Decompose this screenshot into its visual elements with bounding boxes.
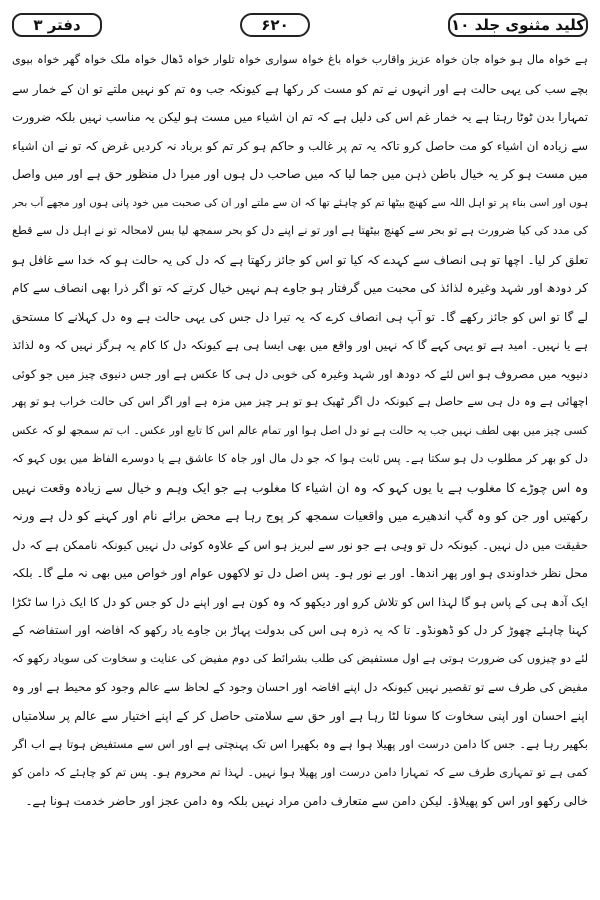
- page-body: [12, 46, 588, 816]
- text-line: ہے خواہ مال ہو خواہ جان خواہ عزیز واقارب خواہ باغ خواہ سواری خواہ تلوار خواہ ڈھال خواہ ملک خواہ گھر خواہ بیوی: [12, 53, 588, 66]
- text-line: خالی رکھو اور اس کو پھیلاؤ۔ لیکن دامن سے متعارف دامن مراد نہیں بلکہ وہ دامن عجز اور حاضر خدمت ہونا ہے۔: [25, 794, 588, 808]
- text-line: دنیویہ میں مصروف ہو اس لئے کہ دودھ اور شہد وغیرہ کی خوبی دل ہی کا عکس ہے اور جس دنیوی چیز میں جو کوئی: [12, 366, 588, 381]
- page-number: ۶۲۰: [240, 13, 310, 37]
- text-line: کی مدد کی کیا ضرورت ہے تو بحر سے کھنچ بیٹھتا ہے اور تو نے اپنے دل کو بحر سمجھ لیا بس لامحالہ تو نے اہل دل سے قطع: [12, 224, 588, 237]
- text-line: بچے سب کی یہی حالت ہے اور انہوں نے تم کو مست کر رکھا ہے کیونکہ جب وہ تم کو نہیں ملتے تو ان کے خمار سے: [12, 81, 588, 96]
- text-line: میں مست ہو کر یہ خیال باطن ذہن میں جما لیا کہ میں صاحب دل ہوں اور میرا دل منظور حق ہے اور میں واصل: [12, 167, 588, 181]
- text-line: حقیقت میں دل نہیں۔ کیونکہ دل تو وہی ہے جو نور سے لبریز ہو اس کے علاوہ کوئی دل نہیں کیونکہ ناممکن ہے کہ دل: [12, 537, 588, 552]
- text-line: کہنا چاہئے چھوڑ کر دل کو ڈھونڈو۔ تا کہ یہ ذرہ ہی اس کی بدولت پہاڑ بن جاوے یاد رکھو کہ افاضہ اور استفاضہ کے: [12, 623, 588, 637]
- text-line: مفیض کی طرف سے تو تقصیر نہیں کیونکہ دل اپنے افاضہ اور احسان وجود کے لحاظ سے عالم وجود کو محیط ہے اور وہ: [12, 680, 588, 694]
- text-line: کر دودھ اور شہد وغیرہ لذائذ کی محبت میں گرفتار ہو جاوے ہم نہیں خیال کرتے کہ تو اگر ذرا بھی انصاف سے کام: [12, 281, 588, 295]
- text-line: کمی ہے تو تمہاری طرف سے کہ تمہارا دامن درست اور پھیلا ہوا نہیں۔ لہذا تم محروم ہو۔ پس تم کو چاہئے کہ دامن کو: [12, 765, 588, 779]
- text-line: سے زیادہ ان اشیاء کو مت حاصل کرو تاکہ یہ تم پر غالب و حاکم ہو کر تم کو برباد نہ کردیں غرض کہ تو نے ان اشیاء: [12, 138, 588, 153]
- page-header: [12, 10, 588, 40]
- text-line: بکھیر رہا ہے۔ جس کا دامن درست اور پھیلا ہوا ہے وہ بکھیرا اس تک پہنچتی ہے اور اس سے مستفیض ہوتا ہے اب اگر: [12, 737, 588, 751]
- text-line: اچھائی ہے وہ دل ہی سے حاصل ہے کیونکہ دل اگر ٹھیک ہو تو ہر چیز میں مزہ ہے اور اگر اس کی حالت خراب ہو تو پھر: [12, 395, 588, 408]
- text-line: لئے دو چیزوں کی ضرورت ہوتی ہے اول مستفیض کی طلب بشرائط کی دوم مفیض کی عنایت و سخاوت کی سویاد رکھو کہ: [12, 651, 588, 665]
- volume-title: کلید مثنوی جلد ۱۰: [448, 13, 588, 37]
- text-line: ہوں اور اسی بناء پر تو اہل اللہ سے کھنچ بیٹھا تم کو چاہئے تھا کہ ان سے ملتے اور ان کی صحبت میں خود پانی ہوں اور مجھے آب بحر: [12, 196, 588, 209]
- text-line: تعلق کر لیا۔ اچھا تو ہی انصاف سے کہدے کہ کیا تو اس کو جائز رکھتا ہے کہ دل کی یہ حالت ہو کہ خدا سے غافل ہو: [12, 252, 588, 267]
- text-line: ہے یا نہیں۔ امید ہے تو یہی کہے گا کہ نہیں اور واقع میں بھی ایسا ہی ہے کیونکہ دل کا کام یہ ہرگز نہیں کہ وہ لذائذ: [12, 338, 588, 352]
- text-line: لے گا تو اس کو جائز رکھے گا۔ تو آپ ہی انصاف کرے کہ یہ تیرا دل جس کی یہی حالت ہے وہ دل کہلانے کا مستحق: [12, 309, 588, 324]
- book-label: دفتر ۳: [12, 13, 102, 37]
- text-line: کسی چیز میں بھی لطف نہیں جب یہ حالت ہے تو دل اصل ہوا اور تمام عالم اس کا تابع اور عکس۔ اب تم سمجھ لو کہ عکس: [12, 423, 588, 437]
- text-line: محل نظر خداوندی ہو اور پھر اندھا۔ اور بے نور ہو۔ پس اصل دل تو لاکھوں عوام اور خواص میں بھی نہ ملے گا۔ بلکہ: [12, 566, 588, 580]
- text-line: رکھتیں اور جن کو وہ گپ اندھیرے میں واقعیات سمجھ کر پوج رہا ہے محض برائے نام اور کہنے کو دل ہے ورنہ: [12, 508, 588, 523]
- text-line: اپنے احسان اور اپنی سخاوت کا سونا لٹا رہا ہے اور حق سے سلامتی حاصل کر کے اپنے اختیار سے عالم پر سلامتیاں: [12, 708, 588, 723]
- text-line: تمہارا بدن ٹوٹا رہتا ہے یہ خمار غم اس کی دلیل ہے کہ تم ان اشیاء میں مست ہو لیکن یہ مناسب نہیں بلکہ ضرورت: [12, 110, 588, 124]
- text-line: وہ اس چوڑے کا مغلوب ہے یا یوں کہو کہ وہ ان اشیاء کا مغلوب ہے جو ایک وہم و خیال سے زیادہ وقعت نہیں: [12, 479, 588, 495]
- text-line: دل کو بھر کر مطلوب دل ہو سکتا ہے۔ پس ثابت ہوا کہ جو دل مال اور جاہ کا عاشق ہے یا دوسرے الفاظ میں یوں کہو کہ: [12, 452, 588, 465]
- text-line: ایک آدھ ہی کے پاس ہو گا لہذا اس کو تلاش کرو اور دیکھو کہ وہ کون ہے اور اپنے دل کو جس کو دل کا ایک ذرا سا ٹکڑا: [12, 594, 588, 609]
